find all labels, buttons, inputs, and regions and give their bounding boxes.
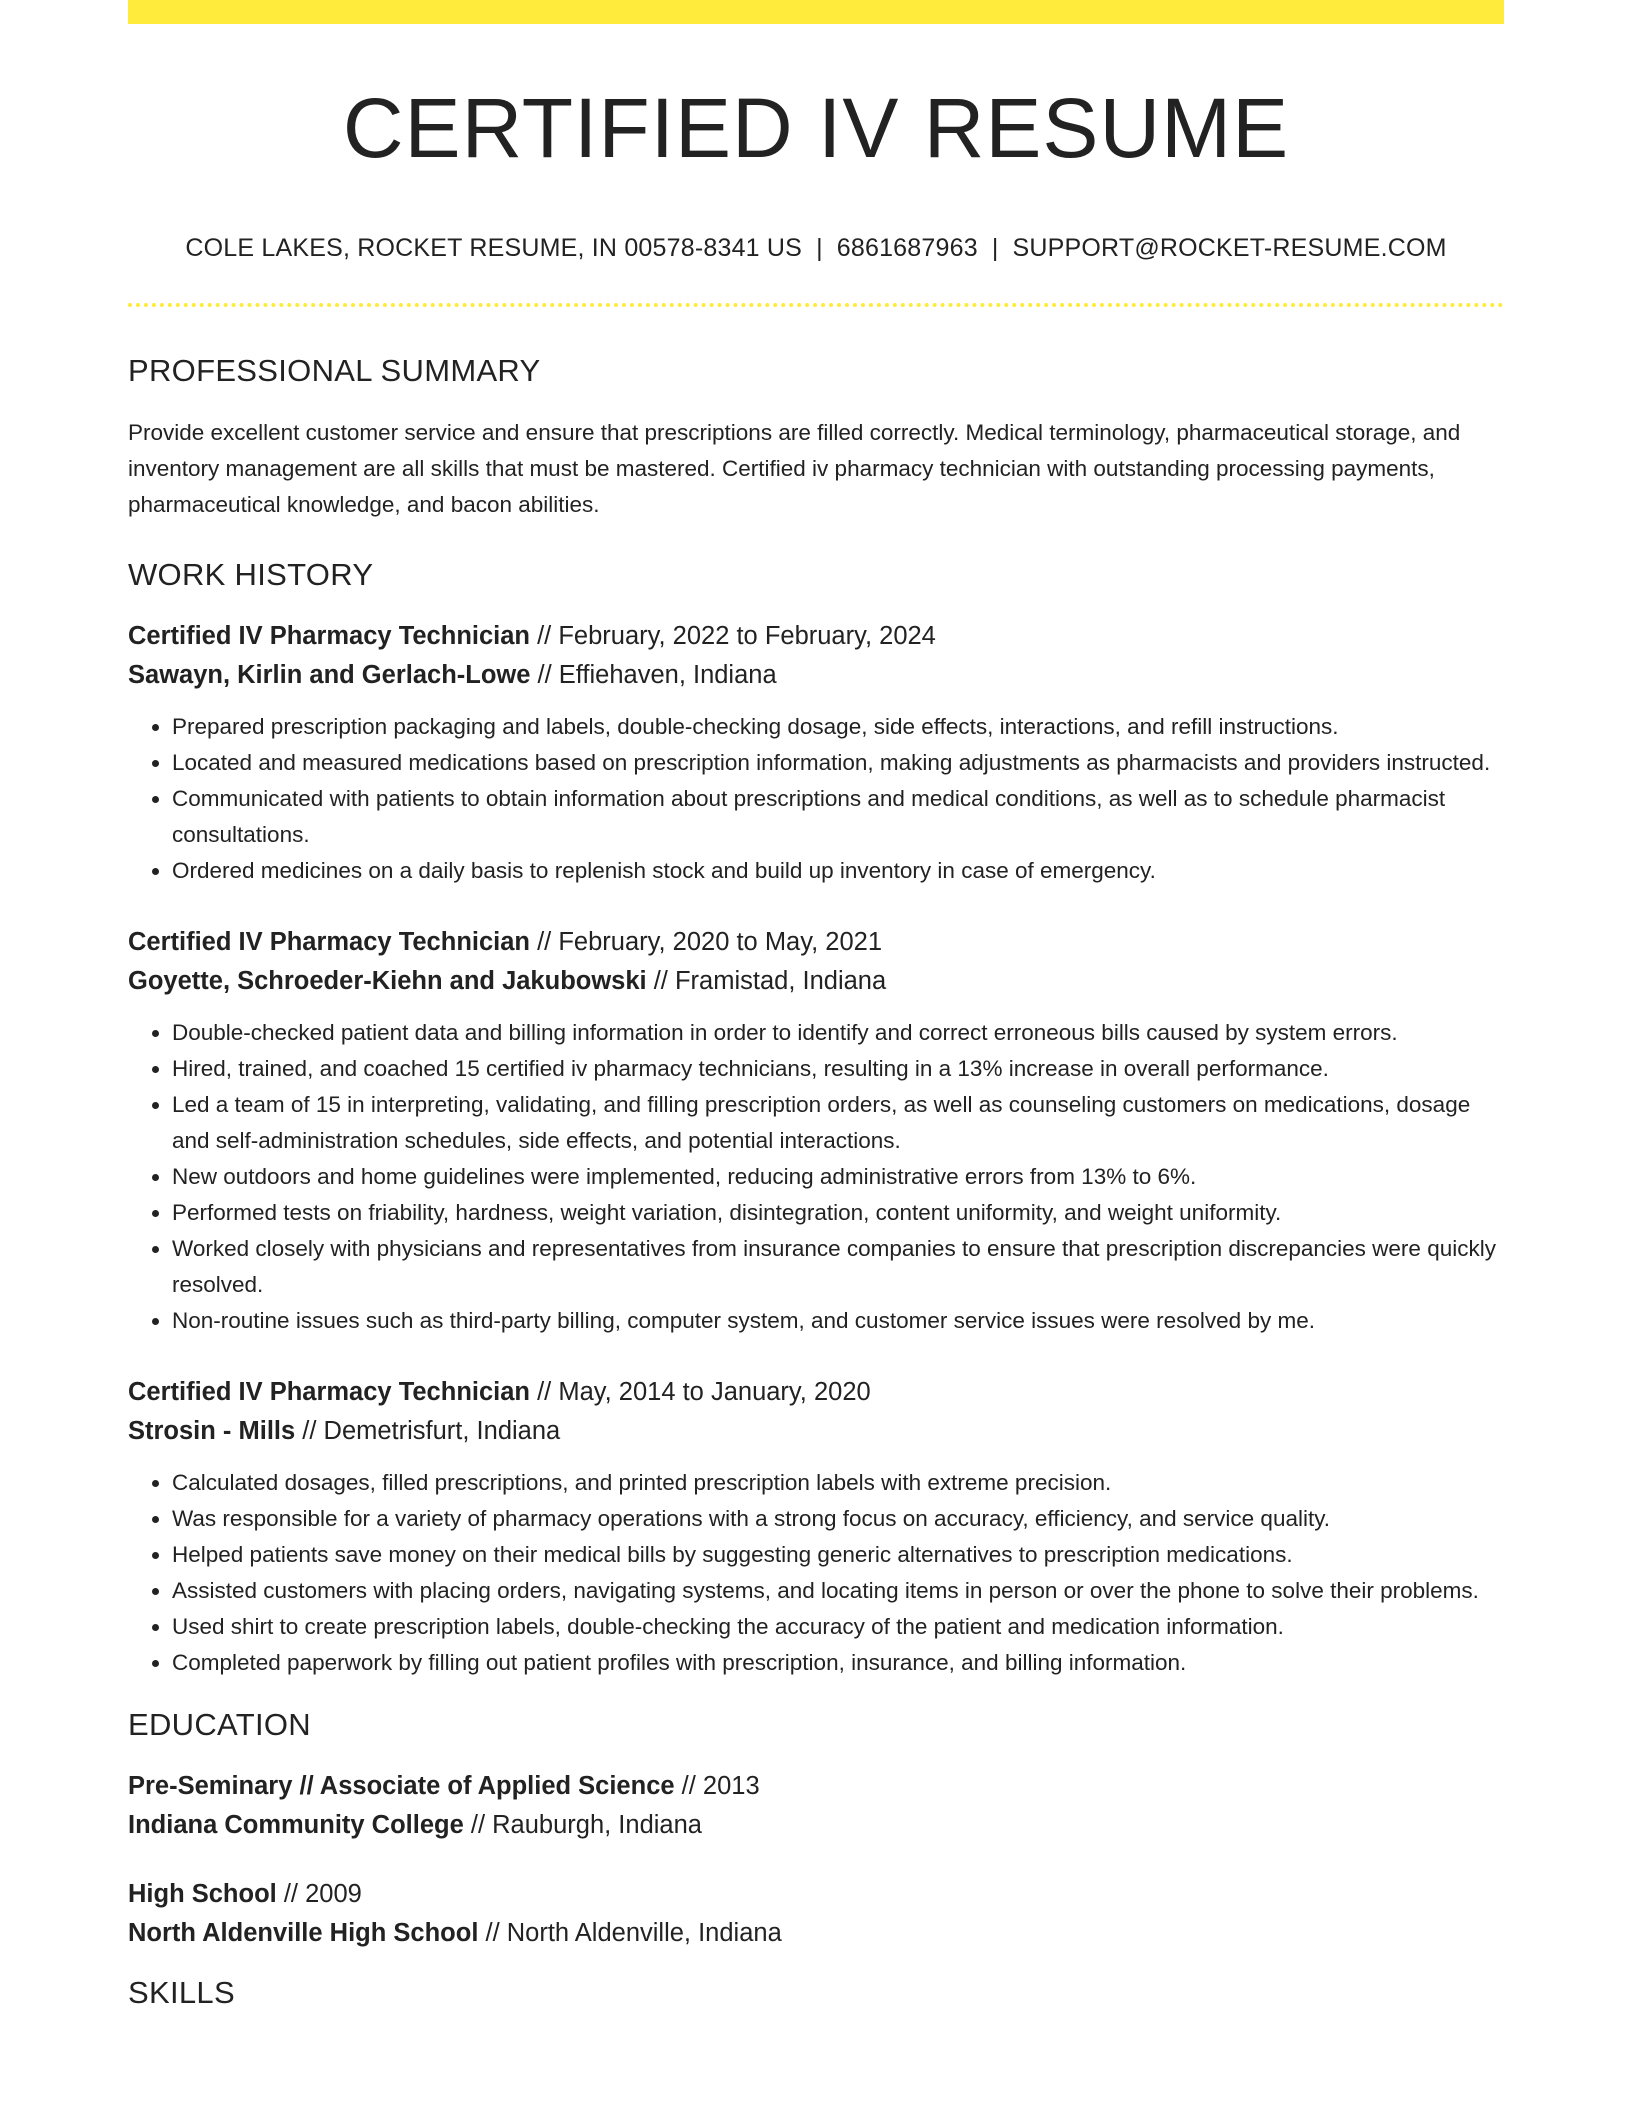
list-item: • Double-checked patient data and billing information in order to identify and correct erroneous bills caused by system errors. <box>172 1015 1504 1051</box>
education-location: // North Aldenville, Indiana <box>478 1919 782 1947</box>
list-item: • Worked closely with physicians and representatives from insurance companies to ensure that prescription discrepancies were quickly resolved. <box>172 1231 1504 1303</box>
summary-heading: PROFESSIONAL SUMMARY <box>128 353 541 388</box>
education-location: // Rauburgh, Indiana <box>463 1811 702 1839</box>
job-title-line <box>128 617 1504 656</box>
job-entry <box>128 1373 1504 1681</box>
job-company: Goyette, Schroeder-Kiehn and Jakubowski <box>128 967 647 995</box>
contact-separator: | <box>816 234 823 262</box>
education-school: North Aldenville High School <box>128 1919 479 1947</box>
education-heading: EDUCATION <box>128 1707 311 1742</box>
job-title: Certified IV Pharmacy Technician <box>128 1378 530 1406</box>
job-company-line <box>128 1412 1504 1451</box>
list-item: • Led a team of 15 in interpreting, validating, and filling prescription orders, as well as counseling customers on medications, dosage and self-administration schedules, side effects, and potential interactions. <box>172 1087 1504 1159</box>
contact-email: SUPPORT@ROCKET-RESUME.COM <box>1012 234 1447 262</box>
job-dates: // February, 2022 to February, 2024 <box>530 622 936 650</box>
education-degree-line <box>128 1875 1504 1914</box>
education-degree-line <box>128 1767 1504 1806</box>
dotted-divider <box>128 303 1504 307</box>
list-item: • Was responsible for a variety of pharmacy operations with a strong focus on accuracy, efficiency, and service quality. <box>172 1501 1504 1537</box>
list-item: • Completed paperwork by filling out patient profiles with prescription, insurance, and billing information. <box>172 1645 1504 1681</box>
job-entry <box>128 617 1504 889</box>
education-entry <box>128 1875 1504 1953</box>
job-dates: // February, 2020 to May, 2021 <box>530 928 882 956</box>
job-company: Strosin - Mills <box>128 1417 296 1445</box>
resume-page <box>128 0 1504 2011</box>
education-school-line <box>128 1806 1504 1845</box>
job-entry <box>128 923 1504 1339</box>
contact-phone: 6861687963 <box>836 234 978 262</box>
list-item: • Assisted customers with placing orders, navigating systems, and locating items in person or over the phone to solve their problems. <box>172 1573 1504 1609</box>
list-item: • Prepared prescription packaging and labels, double-checking dosage, side effects, interactions, and refill instructions. <box>172 709 1504 745</box>
job-company: Sawayn, Kirlin and Gerlach-Lowe <box>128 661 531 689</box>
summary-text: Provide excellent customer service and ensure that prescriptions are filled correctly. Medical terminology, pharmaceutical storage, and inventory management are all skills that must be mastered. Certified iv pharmacy technician with outstanding processing payments, pharmaceutical knowledge, and bacon abilities. <box>128 420 1461 517</box>
work-history-heading: WORK HISTORY <box>128 557 374 592</box>
job-title-line <box>128 923 1504 962</box>
list-item: • Helped patients save money on their medical bills by suggesting generic alternatives to prescription medications. <box>172 1537 1504 1573</box>
job-title: Certified IV Pharmacy Technician <box>128 622 530 650</box>
education-school-line <box>128 1914 1504 1953</box>
job-company-line <box>128 656 1504 695</box>
list-item: • Communicated with patients to obtain information about prescriptions and medical conditions, as well as to schedule pharmacist consultations. <box>172 781 1504 853</box>
contact-address: COLE LAKES, ROCKET RESUME, IN 00578-8341 US <box>185 234 803 262</box>
list-item: • Non-routine issues such as third-party billing, computer system, and customer service issues were resolved by me. <box>172 1303 1504 1339</box>
education-year: // 2013 <box>674 1772 760 1800</box>
education-degree: Pre-Seminary // Associate of Applied Science <box>128 1772 675 1800</box>
list-item: • Hired, trained, and coached 15 certified iv pharmacy technicians, resulting in a 13% increase in overall performance. <box>172 1051 1504 1087</box>
education-entry <box>128 1767 1504 1845</box>
job-bullets <box>128 1015 1504 1339</box>
contact-separator: | <box>991 234 999 262</box>
contact-line <box>128 234 1504 263</box>
education-degree: High School <box>128 1880 277 1908</box>
job-title: Certified IV Pharmacy Technician <box>128 928 530 956</box>
education-school: Indiana Community College <box>128 1811 464 1839</box>
job-company-line <box>128 962 1504 1001</box>
resume-title: CERTIFIED IV RESUME <box>342 81 1290 175</box>
job-title-line <box>128 1373 1504 1412</box>
list-item: • New outdoors and home guidelines were implemented, reducing administrative errors from 13% to 6%. <box>172 1159 1504 1195</box>
list-item: • Used shirt to create prescription labels, double-checking the accuracy of the patient and medication information. <box>172 1609 1504 1645</box>
job-bullets <box>128 1465 1504 1681</box>
job-bullets <box>128 709 1504 889</box>
job-location: // Demetrisfurt, Indiana <box>295 1417 561 1445</box>
list-item: • Located and measured medications based on prescription information, making adjustments as pharmacists and providers instructed. <box>172 745 1504 781</box>
list-item: • Calculated dosages, filled prescriptions, and printed prescription labels with extreme precision. <box>172 1465 1504 1501</box>
job-dates: // May, 2014 to January, 2020 <box>530 1378 871 1406</box>
education-year: // 2009 <box>276 1880 362 1908</box>
job-location: // Effiehaven, Indiana <box>530 661 777 689</box>
accent-top-bar <box>128 0 1504 24</box>
list-item: • Performed tests on friability, hardness, weight variation, disintegration, content uniformity, and weight uniformity. <box>172 1195 1504 1231</box>
list-item: • Ordered medicines on a daily basis to replenish stock and build up inventory in case of emergency. <box>172 853 1504 889</box>
job-location: // Framistad, Indiana <box>646 967 887 995</box>
skills-heading: SKILLS <box>128 1975 235 2010</box>
